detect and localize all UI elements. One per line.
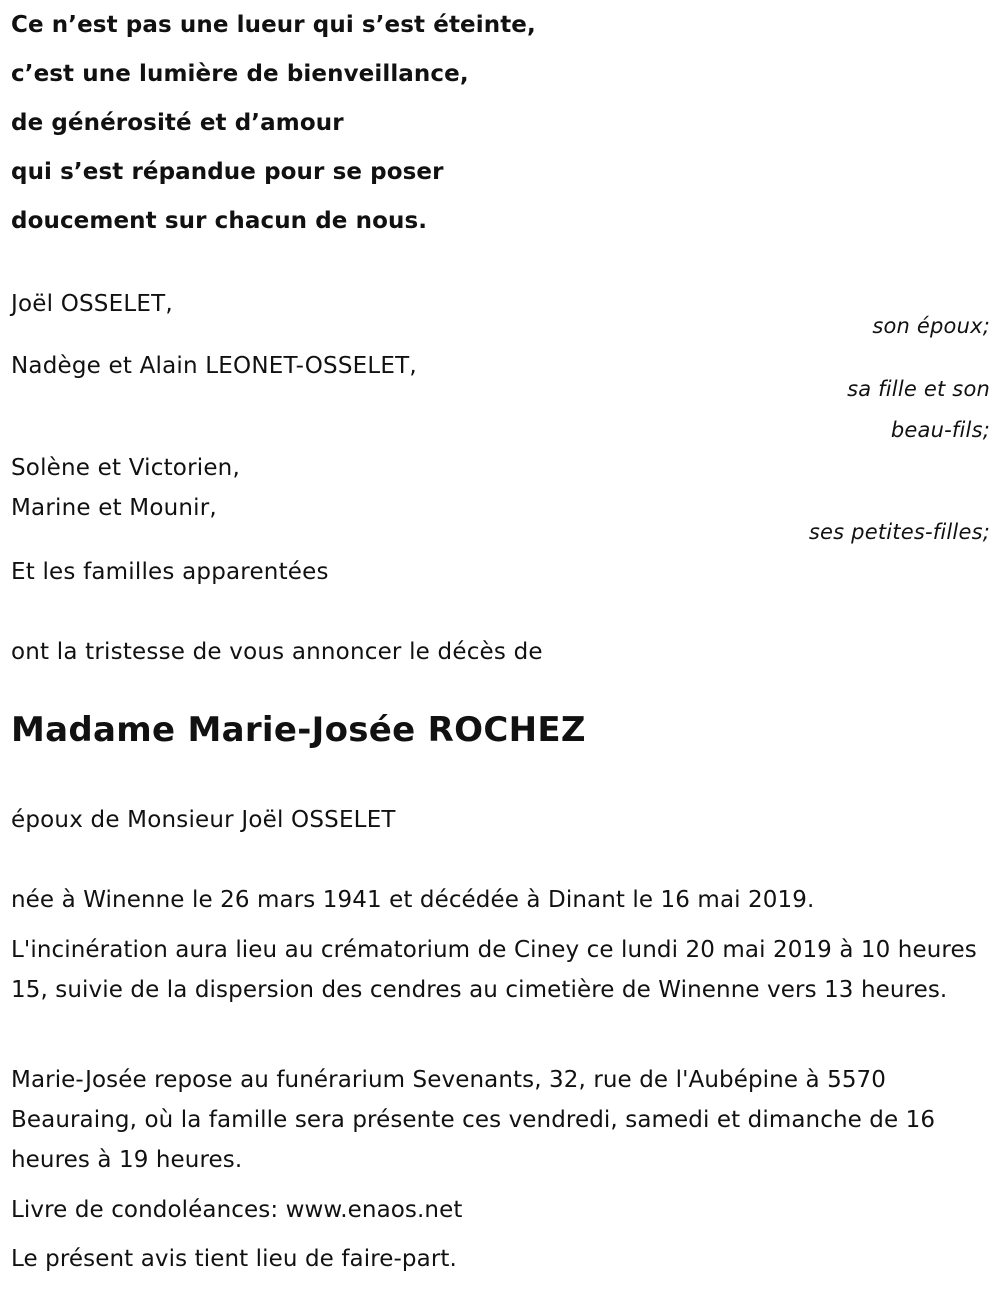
grandchildren-relation: ses petites-filles;	[808, 520, 990, 544]
deceased-name: Madame Marie-Josée ROCHEZ	[11, 710, 586, 750]
poem-line-4: qui s’est répandue pour se poser	[11, 159, 444, 185]
condolences-line: Livre de condoléances: www.enaos.net	[11, 1197, 463, 1223]
grandchildren-line-2: Marine et Mounir,	[11, 495, 217, 521]
spouse-relation: son époux;	[872, 314, 990, 338]
spouse-name: Joël OSSELET,	[11, 291, 173, 317]
rest-paragraph: Marie-Josée repose au funérarium Sevenants, 32, rue de l'Aubépine à 5570 Beauraing, où la famille sera présente ces vendredi, samedi et dimanche de 16 heures à 19 heures.	[11, 1067, 936, 1173]
daughter-relation-line-1: sa fille et son	[847, 377, 990, 401]
poem-line-1: Ce n’est pas une lueur qui s’est éteinte,	[11, 12, 536, 38]
grandchildren-line-1: Solène et Victorien,	[11, 455, 240, 481]
daughter-relation-line-2: beau-fils;	[890, 418, 990, 442]
spouse-of: époux de Monsieur Joël OSSELET	[11, 807, 396, 833]
poem-line-3: de générosité et d’amour	[11, 110, 344, 136]
notice-line: Le présent avis tient lieu de faire-part.	[11, 1246, 457, 1272]
poem-line-2: c’est une lumière de bienveillance,	[11, 61, 469, 87]
daughter-names: Nadège et Alain LEONET-OSSELET,	[11, 353, 417, 379]
announcement: ont la tristesse de vous annoncer le décès de	[11, 639, 543, 665]
poem-line-5: doucement sur chacun de nous.	[11, 208, 428, 234]
birth-death-paragraph: née à Winenne le 26 mars 1941 et décédée à Dinant le 16 mai 2019.	[11, 887, 815, 913]
cremation-paragraph: L'incinération aura lieu au crématorium de Ciney ce lundi 20 mai 2019 à 10 heures 15, suivie de la dispersion des cendres au cimetière de Winenne vers 13 heures.	[11, 937, 977, 1003]
relatives-line: Et les familles apparentées	[11, 559, 329, 585]
